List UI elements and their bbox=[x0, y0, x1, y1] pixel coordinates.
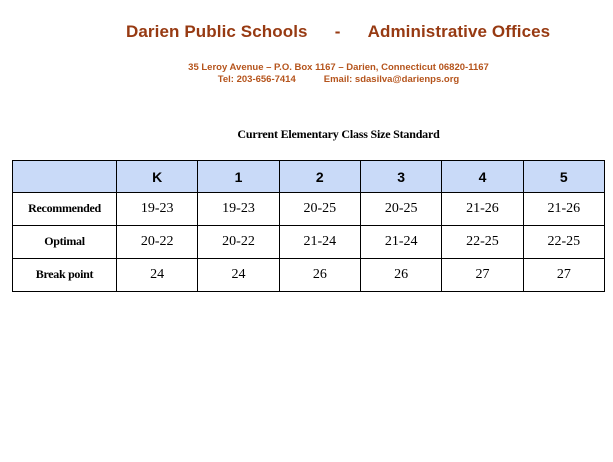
table-cell: 20-25 bbox=[279, 193, 360, 226]
table-row bbox=[13, 193, 605, 226]
email: Email: sdasilva@darienps.org bbox=[323, 74, 460, 85]
letterhead-title bbox=[126, 22, 550, 42]
table-cell: 20-22 bbox=[117, 226, 198, 259]
table-cell: 22-25 bbox=[442, 226, 523, 259]
table-cell: 21-24 bbox=[279, 226, 360, 259]
header-grade-3: 3 bbox=[360, 161, 441, 193]
table-cell: 21-26 bbox=[523, 193, 604, 226]
table-cell: 27 bbox=[523, 259, 604, 292]
table-caption: Current Elementary Class Size Standard bbox=[237, 127, 440, 141]
class-size-table bbox=[12, 160, 605, 292]
title-separator: - bbox=[334, 22, 341, 41]
row-label: Break point bbox=[13, 259, 117, 292]
table-row bbox=[13, 259, 605, 292]
telephone: Tel: 203-656-7414 bbox=[217, 74, 296, 85]
header-grade-k: K bbox=[117, 161, 198, 193]
table-cell: 20-25 bbox=[360, 193, 441, 226]
header-blank-cell bbox=[13, 161, 117, 193]
table-cell: 27 bbox=[442, 259, 523, 292]
table-cell: 24 bbox=[198, 259, 279, 292]
office-name: Administrative Offices bbox=[367, 22, 551, 41]
table-cell: 21-24 bbox=[360, 226, 441, 259]
address-line: 35 Leroy Avenue – P.O. Box 1167 – Darien, Connecticut 06820-1167 bbox=[188, 62, 489, 73]
table-cell: 24 bbox=[117, 259, 198, 292]
table-header-row bbox=[13, 161, 605, 193]
table-cell: 19-23 bbox=[198, 193, 279, 226]
table-cell: 19-23 bbox=[117, 193, 198, 226]
table-cell: 21-26 bbox=[442, 193, 523, 226]
table-row bbox=[13, 226, 605, 259]
contact-line bbox=[32, 74, 613, 85]
org-name: Darien Public Schools bbox=[126, 22, 308, 41]
table-cell: 22-25 bbox=[523, 226, 604, 259]
header-grade-5: 5 bbox=[523, 161, 604, 193]
table-cell: 26 bbox=[360, 259, 441, 292]
row-label: Optimal bbox=[13, 226, 117, 259]
header-grade-4: 4 bbox=[442, 161, 523, 193]
table-cell: 20-22 bbox=[198, 226, 279, 259]
header-grade-2: 2 bbox=[279, 161, 360, 193]
row-label: Recommended bbox=[13, 193, 117, 226]
table-cell: 26 bbox=[279, 259, 360, 292]
header-grade-1: 1 bbox=[198, 161, 279, 193]
